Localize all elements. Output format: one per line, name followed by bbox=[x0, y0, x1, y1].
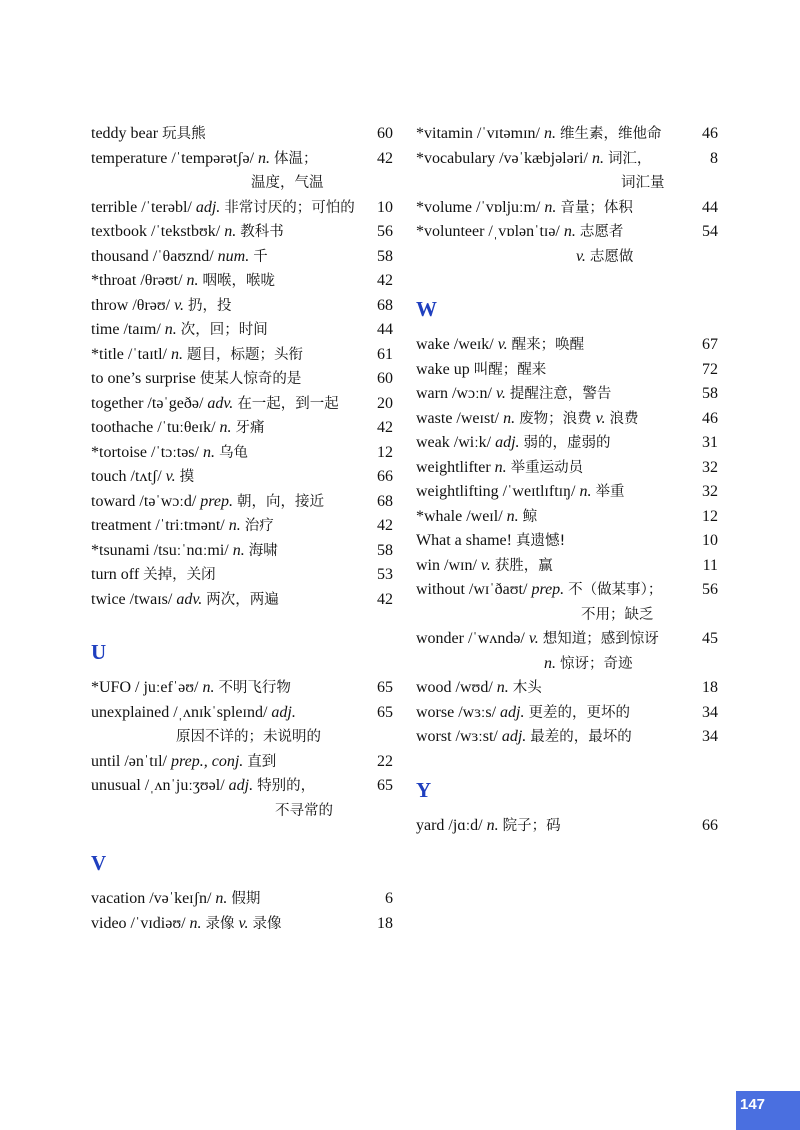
headword-text: touch /tʌtʃ/ bbox=[91, 468, 166, 485]
chinese-definition: 醒来；唤醒 bbox=[511, 337, 585, 353]
entry-text bbox=[91, 343, 393, 368]
entry-text bbox=[91, 122, 393, 147]
headword-text: unexplained /ˌʌnɪkˈspleɪnd/ bbox=[91, 703, 272, 721]
entry-text bbox=[91, 465, 393, 490]
chinese-definition: 题目，标题；头衔 bbox=[186, 346, 303, 363]
index-entry bbox=[416, 505, 718, 530]
chinese-definition: 鲸 bbox=[522, 508, 538, 525]
entry-text bbox=[416, 382, 718, 407]
entry-page-number: 18 bbox=[377, 914, 393, 932]
chinese-definition: 非常讨厌的；可怕的 bbox=[224, 199, 355, 216]
entry-text bbox=[416, 578, 718, 603]
index-entry bbox=[91, 269, 393, 294]
index-entry bbox=[91, 367, 393, 392]
entry-page-number: 60 bbox=[377, 125, 393, 142]
entry-text bbox=[416, 701, 718, 726]
index-entry bbox=[91, 774, 393, 823]
entry-text bbox=[91, 539, 393, 564]
part-of-speech: adj. bbox=[495, 434, 520, 451]
entry-text bbox=[91, 774, 393, 799]
headword-text: toothache /ˈtuːθeɪk/ bbox=[91, 419, 220, 436]
headword-text: weightlifter bbox=[416, 458, 495, 476]
headword-text: *UFO / juːefˈəʊ/ bbox=[91, 679, 203, 696]
chinese-definition: 举重运动员 bbox=[510, 459, 584, 476]
entry-page-number: 44 bbox=[377, 321, 393, 338]
entry-text bbox=[91, 676, 393, 701]
entry-page-number: 45 bbox=[702, 630, 718, 647]
headword-text: together /təˈgeðə/ bbox=[91, 394, 208, 412]
part-of-speech: n. bbox=[543, 125, 556, 142]
entry-page-number: 46 bbox=[702, 409, 718, 427]
entry-page-number: 53 bbox=[377, 566, 393, 583]
entry-text bbox=[91, 220, 393, 245]
entry-text bbox=[416, 358, 718, 383]
chinese-definition: 院子；码 bbox=[502, 817, 561, 834]
entry-page-number: 54 bbox=[702, 223, 718, 240]
index-entry bbox=[91, 343, 393, 368]
index-entry bbox=[416, 456, 718, 481]
chinese-definition: 词汇量 bbox=[621, 175, 665, 191]
entry-continuation bbox=[91, 171, 393, 196]
part-of-speech: n. bbox=[591, 149, 604, 167]
headword-text: terrible /ˈterəbl/ bbox=[91, 198, 196, 216]
chinese-definition: 想知道；感到惊讶 bbox=[542, 631, 659, 647]
headword-text: weak /wiːk/ bbox=[416, 434, 496, 451]
entry-text bbox=[91, 701, 393, 726]
index-entry bbox=[91, 122, 393, 147]
part-of-speech: prep. bbox=[531, 581, 565, 598]
index-entry bbox=[416, 480, 718, 505]
chinese-definition: 弱的，虚弱的 bbox=[523, 435, 611, 451]
entry-continuation bbox=[416, 171, 718, 196]
part-of-speech: n. bbox=[506, 507, 519, 525]
index-entry bbox=[91, 887, 393, 912]
headword-text: twice /twaɪs/ bbox=[91, 590, 177, 608]
entry-page-number: 56 bbox=[377, 223, 393, 240]
entry-text bbox=[91, 441, 393, 466]
headword-text: treatment /ˈtriːtmənt/ bbox=[91, 517, 229, 534]
entry-page-number: 60 bbox=[377, 370, 393, 387]
chinese-definition: 次，回；时间 bbox=[180, 322, 268, 338]
chinese-definition: 获胜，赢 bbox=[494, 557, 553, 574]
headword-text: wake /weɪk/ bbox=[416, 336, 498, 353]
entry-page-number: 67 bbox=[702, 336, 718, 353]
chinese-definition: 咽喉，喉咙 bbox=[202, 273, 276, 289]
index-entry bbox=[91, 750, 393, 775]
entry-page-number: 10 bbox=[377, 198, 393, 216]
entry-page-number: 42 bbox=[377, 149, 393, 167]
chinese-definition: 音量；体积 bbox=[560, 199, 633, 216]
index-entry bbox=[91, 441, 393, 466]
entry-page-number: 42 bbox=[377, 517, 393, 534]
entry-page-number: 42 bbox=[377, 272, 393, 289]
entry-page-number: 68 bbox=[377, 296, 393, 314]
entry-text bbox=[91, 514, 393, 539]
entry-text bbox=[416, 333, 718, 358]
entry-text bbox=[91, 318, 393, 343]
index-entry bbox=[91, 490, 393, 515]
headword-text: *tsunami /tsuːˈnɑːmi/ bbox=[91, 541, 233, 559]
chinese-definition: 使某人惊奇的是 bbox=[199, 371, 302, 387]
headword-text: unusual /ˌʌnˈjuːʒʊəl/ bbox=[91, 777, 229, 794]
part-of-speech: v. bbox=[480, 556, 491, 574]
entry-page-number: 42 bbox=[377, 419, 393, 436]
entry-text bbox=[91, 490, 393, 515]
chinese-definition: 录像 bbox=[205, 915, 235, 932]
part-of-speech: n. bbox=[563, 223, 576, 240]
entry-page-number: 72 bbox=[702, 360, 718, 378]
entry-continuation bbox=[416, 245, 718, 270]
entry-text bbox=[91, 563, 393, 588]
part-of-speech: n. bbox=[164, 321, 177, 338]
entry-text bbox=[416, 407, 718, 432]
chinese-definition: 词汇， bbox=[607, 150, 652, 167]
chinese-definition: 千 bbox=[253, 248, 268, 265]
entry-text bbox=[416, 196, 718, 221]
part-of-speech: num. bbox=[217, 247, 250, 265]
part-of-speech: n. bbox=[186, 272, 199, 289]
entry-page-number: 31 bbox=[702, 434, 718, 451]
headword-text: *vocabulary /vəˈkæbjələri/ bbox=[416, 149, 592, 167]
chinese-definition: 假期 bbox=[231, 891, 261, 907]
entry-page-number: 10 bbox=[702, 532, 718, 549]
entry-text bbox=[91, 887, 393, 912]
entry-page-number: 66 bbox=[702, 816, 718, 834]
headword-text: weightlifting /ˈweɪtlɪftɪŋ/ bbox=[416, 483, 580, 500]
part-of-speech: adj. bbox=[195, 198, 221, 216]
headword-text: *vitamin /ˈvɪtəmɪn/ bbox=[416, 125, 544, 142]
entry-text bbox=[416, 147, 718, 172]
part-of-speech: adj. bbox=[501, 728, 527, 745]
section-letter-w: W bbox=[416, 297, 437, 321]
chinese-definition: 最差的，最坏的 bbox=[530, 729, 632, 745]
index-entry bbox=[91, 676, 393, 701]
entry-page-number: 65 bbox=[377, 777, 393, 794]
entry-continuation bbox=[416, 603, 718, 628]
headword-text: to one’s surprise bbox=[91, 370, 200, 387]
index-entry bbox=[416, 358, 718, 383]
index-entry bbox=[91, 245, 393, 270]
entry-page-number: 42 bbox=[377, 590, 393, 608]
entry-text bbox=[91, 416, 393, 441]
headword-text: wake up bbox=[416, 360, 474, 378]
index-entry bbox=[91, 147, 393, 196]
part-of-speech: v. bbox=[238, 914, 249, 932]
entry-page-number: 8 bbox=[710, 149, 718, 167]
headword-text: What a shame! bbox=[416, 532, 516, 549]
part-of-speech: n. bbox=[215, 890, 228, 907]
headword-text: *volunteer /ˌvɒlənˈtɪə/ bbox=[416, 223, 564, 240]
chinese-definition: 教科书 bbox=[240, 224, 284, 240]
chinese-definition: 浪费 bbox=[609, 410, 639, 427]
chinese-definition: 志愿者 bbox=[579, 224, 624, 240]
chinese-definition: 海啸 bbox=[248, 542, 278, 559]
left-column bbox=[91, 122, 393, 936]
headword-text: *whale /weɪl/ bbox=[416, 507, 507, 525]
entry-text bbox=[91, 245, 393, 270]
entry-page-number: 58 bbox=[377, 541, 393, 559]
index-entry bbox=[91, 701, 393, 750]
section-letter-v: V bbox=[91, 851, 107, 875]
entry-page-number: 11 bbox=[702, 556, 718, 574]
entry-text bbox=[91, 196, 393, 221]
chinese-definition: 提醒注意，警告 bbox=[509, 386, 612, 402]
entry-text bbox=[91, 750, 393, 775]
part-of-speech: n. bbox=[494, 458, 507, 476]
headword-text: win /wɪn/ bbox=[416, 556, 481, 574]
entry-text bbox=[91, 294, 393, 319]
chinese-definition: 更差的，更坏的 bbox=[528, 704, 630, 721]
entry-continuation bbox=[91, 725, 393, 750]
part-of-speech: n. bbox=[189, 914, 202, 932]
part-of-speech: n. bbox=[486, 816, 499, 834]
index-entry bbox=[416, 407, 718, 432]
part-of-speech: n. bbox=[202, 679, 215, 696]
chinese-definition: 扔，投 bbox=[188, 297, 232, 314]
part-of-speech: v. bbox=[576, 247, 586, 265]
chinese-definition: 直到 bbox=[247, 753, 277, 770]
chinese-definition: 不明飞行物 bbox=[218, 680, 291, 696]
headword-text: turn off bbox=[91, 566, 144, 583]
entry-text bbox=[91, 912, 393, 937]
headword-text: thousand /ˈθaʊznd/ bbox=[91, 247, 218, 265]
part-of-speech: v. bbox=[165, 468, 176, 485]
chinese-definition: 真遗憾! bbox=[515, 533, 566, 549]
entry-page-number: 12 bbox=[702, 507, 718, 525]
entry-text bbox=[416, 431, 718, 456]
entry-page-number: 58 bbox=[702, 385, 718, 402]
chinese-definition: 治疗 bbox=[244, 518, 274, 534]
chinese-definition: 牙痛 bbox=[235, 420, 265, 436]
entry-text bbox=[416, 220, 718, 245]
index-entry bbox=[416, 147, 718, 196]
part-of-speech: n. bbox=[219, 419, 232, 436]
part-of-speech: n. bbox=[224, 223, 237, 240]
index-entry bbox=[91, 539, 393, 564]
entry-page-number: 44 bbox=[702, 198, 718, 216]
part-of-speech: prep., conj. bbox=[171, 752, 244, 770]
headword-text: toward /təˈwɔːd/ bbox=[91, 492, 201, 510]
entry-text bbox=[416, 529, 718, 554]
part-of-speech: n. bbox=[544, 654, 556, 672]
headword-text: worst /wɜːst/ bbox=[416, 728, 502, 745]
headword-text: *volume /ˈvɒljuːm/ bbox=[416, 198, 545, 216]
entry-text bbox=[416, 814, 718, 839]
index-entry bbox=[416, 627, 718, 676]
index-entry bbox=[416, 676, 718, 701]
headword-text: vacation /vəˈkeɪʃn/ bbox=[91, 890, 216, 907]
entry-page-number: 34 bbox=[702, 728, 718, 745]
index-entry bbox=[416, 382, 718, 407]
entry-page-number: 6 bbox=[385, 890, 393, 907]
chinese-definition: 叫醒；醒来 bbox=[473, 361, 547, 378]
entry-page-number: 32 bbox=[702, 483, 718, 500]
index-entry bbox=[91, 588, 393, 613]
headword-text: teddy bear bbox=[91, 125, 163, 142]
index-entry bbox=[91, 294, 393, 319]
chinese-definition: 不寻常的 bbox=[275, 802, 333, 819]
chinese-definition: 维生素，维他命 bbox=[559, 126, 662, 142]
entry-text bbox=[91, 269, 393, 294]
headword-text: *throat /θrəʊt/ bbox=[91, 272, 187, 289]
part-of-speech: prep. bbox=[200, 492, 234, 510]
index-entry bbox=[91, 220, 393, 245]
part-of-speech: n. bbox=[202, 443, 215, 461]
entry-page-number: 66 bbox=[377, 468, 393, 485]
part-of-speech: n. bbox=[228, 517, 241, 534]
entry-page-number: 32 bbox=[702, 458, 718, 476]
chinese-definition: 温度，气温 bbox=[251, 175, 324, 191]
index-entry bbox=[416, 578, 718, 627]
headword-text: warn /wɔːn/ bbox=[416, 385, 496, 402]
entry-page-number: 61 bbox=[377, 345, 393, 363]
chinese-definition: 惊讶；奇迹 bbox=[560, 655, 633, 672]
entry-text bbox=[91, 147, 393, 172]
entry-text bbox=[416, 505, 718, 530]
entry-page-number: 65 bbox=[377, 679, 393, 696]
part-of-speech: v. bbox=[495, 385, 506, 402]
chinese-definition: 原因不详的；未说明的 bbox=[176, 729, 321, 745]
index-entry bbox=[416, 554, 718, 579]
part-of-speech: v. bbox=[174, 296, 185, 314]
headword-text: without /wɪˈðaʊt/ bbox=[416, 581, 532, 598]
headword-text: textbook /ˈtekstbʊk/ bbox=[91, 223, 225, 240]
part-of-speech: n. bbox=[232, 541, 245, 559]
index-entry bbox=[416, 725, 718, 750]
entry-text bbox=[416, 627, 718, 652]
headword-text: *tortoise /ˈtɔːtəs/ bbox=[91, 443, 203, 461]
entry-text bbox=[416, 554, 718, 579]
entry-text bbox=[91, 392, 393, 417]
part-of-speech: v. bbox=[595, 409, 606, 427]
chinese-definition: 木头 bbox=[512, 680, 542, 696]
chinese-definition: 特别的， bbox=[257, 778, 316, 794]
headword-text: until /ənˈtɪl/ bbox=[91, 752, 171, 770]
chinese-definition: 摸 bbox=[179, 469, 195, 485]
part-of-speech: n. bbox=[579, 483, 592, 500]
index-entry bbox=[91, 563, 393, 588]
part-of-speech: adv. bbox=[207, 394, 234, 412]
part-of-speech: adj. bbox=[228, 777, 254, 794]
index-entry bbox=[416, 333, 718, 358]
index-entry bbox=[91, 514, 393, 539]
page-number: 147 bbox=[736, 1091, 800, 1130]
index-entry bbox=[91, 392, 393, 417]
headword-text: wood /wʊd/ bbox=[416, 679, 497, 696]
index-entry bbox=[416, 529, 718, 554]
entry-continuation bbox=[91, 799, 393, 824]
entry-text bbox=[416, 676, 718, 701]
chinese-definition: 录像 bbox=[252, 915, 282, 932]
entry-text bbox=[91, 367, 393, 392]
entry-page-number: 22 bbox=[377, 752, 393, 770]
entry-page-number: 12 bbox=[377, 443, 393, 461]
section-letter-u: U bbox=[91, 640, 107, 664]
chinese-definition: 不（做某事）； bbox=[568, 582, 663, 598]
headword-text: temperature /ˈtempərətʃə/ bbox=[91, 149, 259, 167]
chinese-definition: 志愿做 bbox=[589, 248, 634, 265]
chinese-definition: 体温； bbox=[274, 150, 318, 167]
index-entry bbox=[416, 220, 718, 269]
entry-page-number: 18 bbox=[702, 679, 718, 696]
chinese-definition: 玩具熊 bbox=[162, 126, 206, 142]
part-of-speech: n. bbox=[503, 409, 516, 427]
entry-text bbox=[416, 480, 718, 505]
part-of-speech: n. bbox=[544, 198, 557, 216]
index-entry bbox=[416, 122, 718, 147]
entry-page-number: 58 bbox=[377, 247, 393, 265]
entry-page-number: 20 bbox=[377, 394, 393, 412]
entry-page-number: 68 bbox=[377, 492, 393, 510]
index-entry bbox=[91, 416, 393, 441]
chinese-definition: 乌龟 bbox=[218, 444, 248, 461]
entry-page-number: 56 bbox=[702, 581, 718, 598]
index-entry bbox=[91, 318, 393, 343]
entry-page-number: 65 bbox=[377, 703, 393, 721]
chinese-definition: 两次，两遍 bbox=[206, 591, 279, 608]
chinese-definition: 朝，向，接近 bbox=[237, 493, 325, 510]
entry-continuation bbox=[416, 652, 718, 677]
entry-page-number: 34 bbox=[702, 703, 718, 721]
part-of-speech: v. bbox=[528, 630, 539, 647]
chinese-definition: 关掉，关闭 bbox=[143, 567, 216, 583]
headword-text: time /taɪm/ bbox=[91, 321, 165, 338]
headword-text: throw /θrəʊ/ bbox=[91, 296, 175, 314]
part-of-speech: adj. bbox=[500, 703, 525, 721]
part-of-speech: n. bbox=[496, 679, 509, 696]
index-entry bbox=[416, 701, 718, 726]
part-of-speech: adj. bbox=[271, 703, 296, 721]
entry-text bbox=[416, 456, 718, 481]
part-of-speech: n. bbox=[170, 345, 183, 363]
headword-text: *title /ˈtaɪtl/ bbox=[91, 345, 171, 363]
chinese-definition: 废物；浪费 bbox=[519, 410, 592, 427]
index-entry bbox=[91, 465, 393, 490]
index-entry bbox=[91, 196, 393, 221]
part-of-speech: n. bbox=[258, 149, 271, 167]
chinese-definition: 不用；缺乏 bbox=[581, 606, 654, 623]
entry-text bbox=[91, 588, 393, 613]
headword-text: worse /wɜːs/ bbox=[416, 703, 501, 721]
section-letter-y: Y bbox=[416, 777, 432, 802]
part-of-speech: v. bbox=[497, 336, 508, 353]
index-entry bbox=[416, 431, 718, 456]
headword-text: yard /jɑːd/ bbox=[416, 816, 487, 834]
headword-text: waste /weɪst/ bbox=[416, 409, 504, 427]
entry-text bbox=[416, 725, 718, 750]
entry-text bbox=[416, 122, 718, 147]
chinese-definition: 举重 bbox=[595, 484, 625, 500]
index-entry bbox=[416, 814, 718, 839]
part-of-speech: adv. bbox=[176, 590, 203, 608]
index-entry bbox=[91, 912, 393, 937]
index-entry bbox=[416, 196, 718, 221]
entry-page-number: 46 bbox=[702, 125, 718, 142]
headword-text: wonder /ˈwʌndə/ bbox=[416, 630, 529, 647]
right-column bbox=[416, 122, 718, 838]
headword-text: video /ˈvɪdiəʊ/ bbox=[91, 914, 190, 932]
chinese-definition: 在一起，到一起 bbox=[237, 395, 339, 412]
